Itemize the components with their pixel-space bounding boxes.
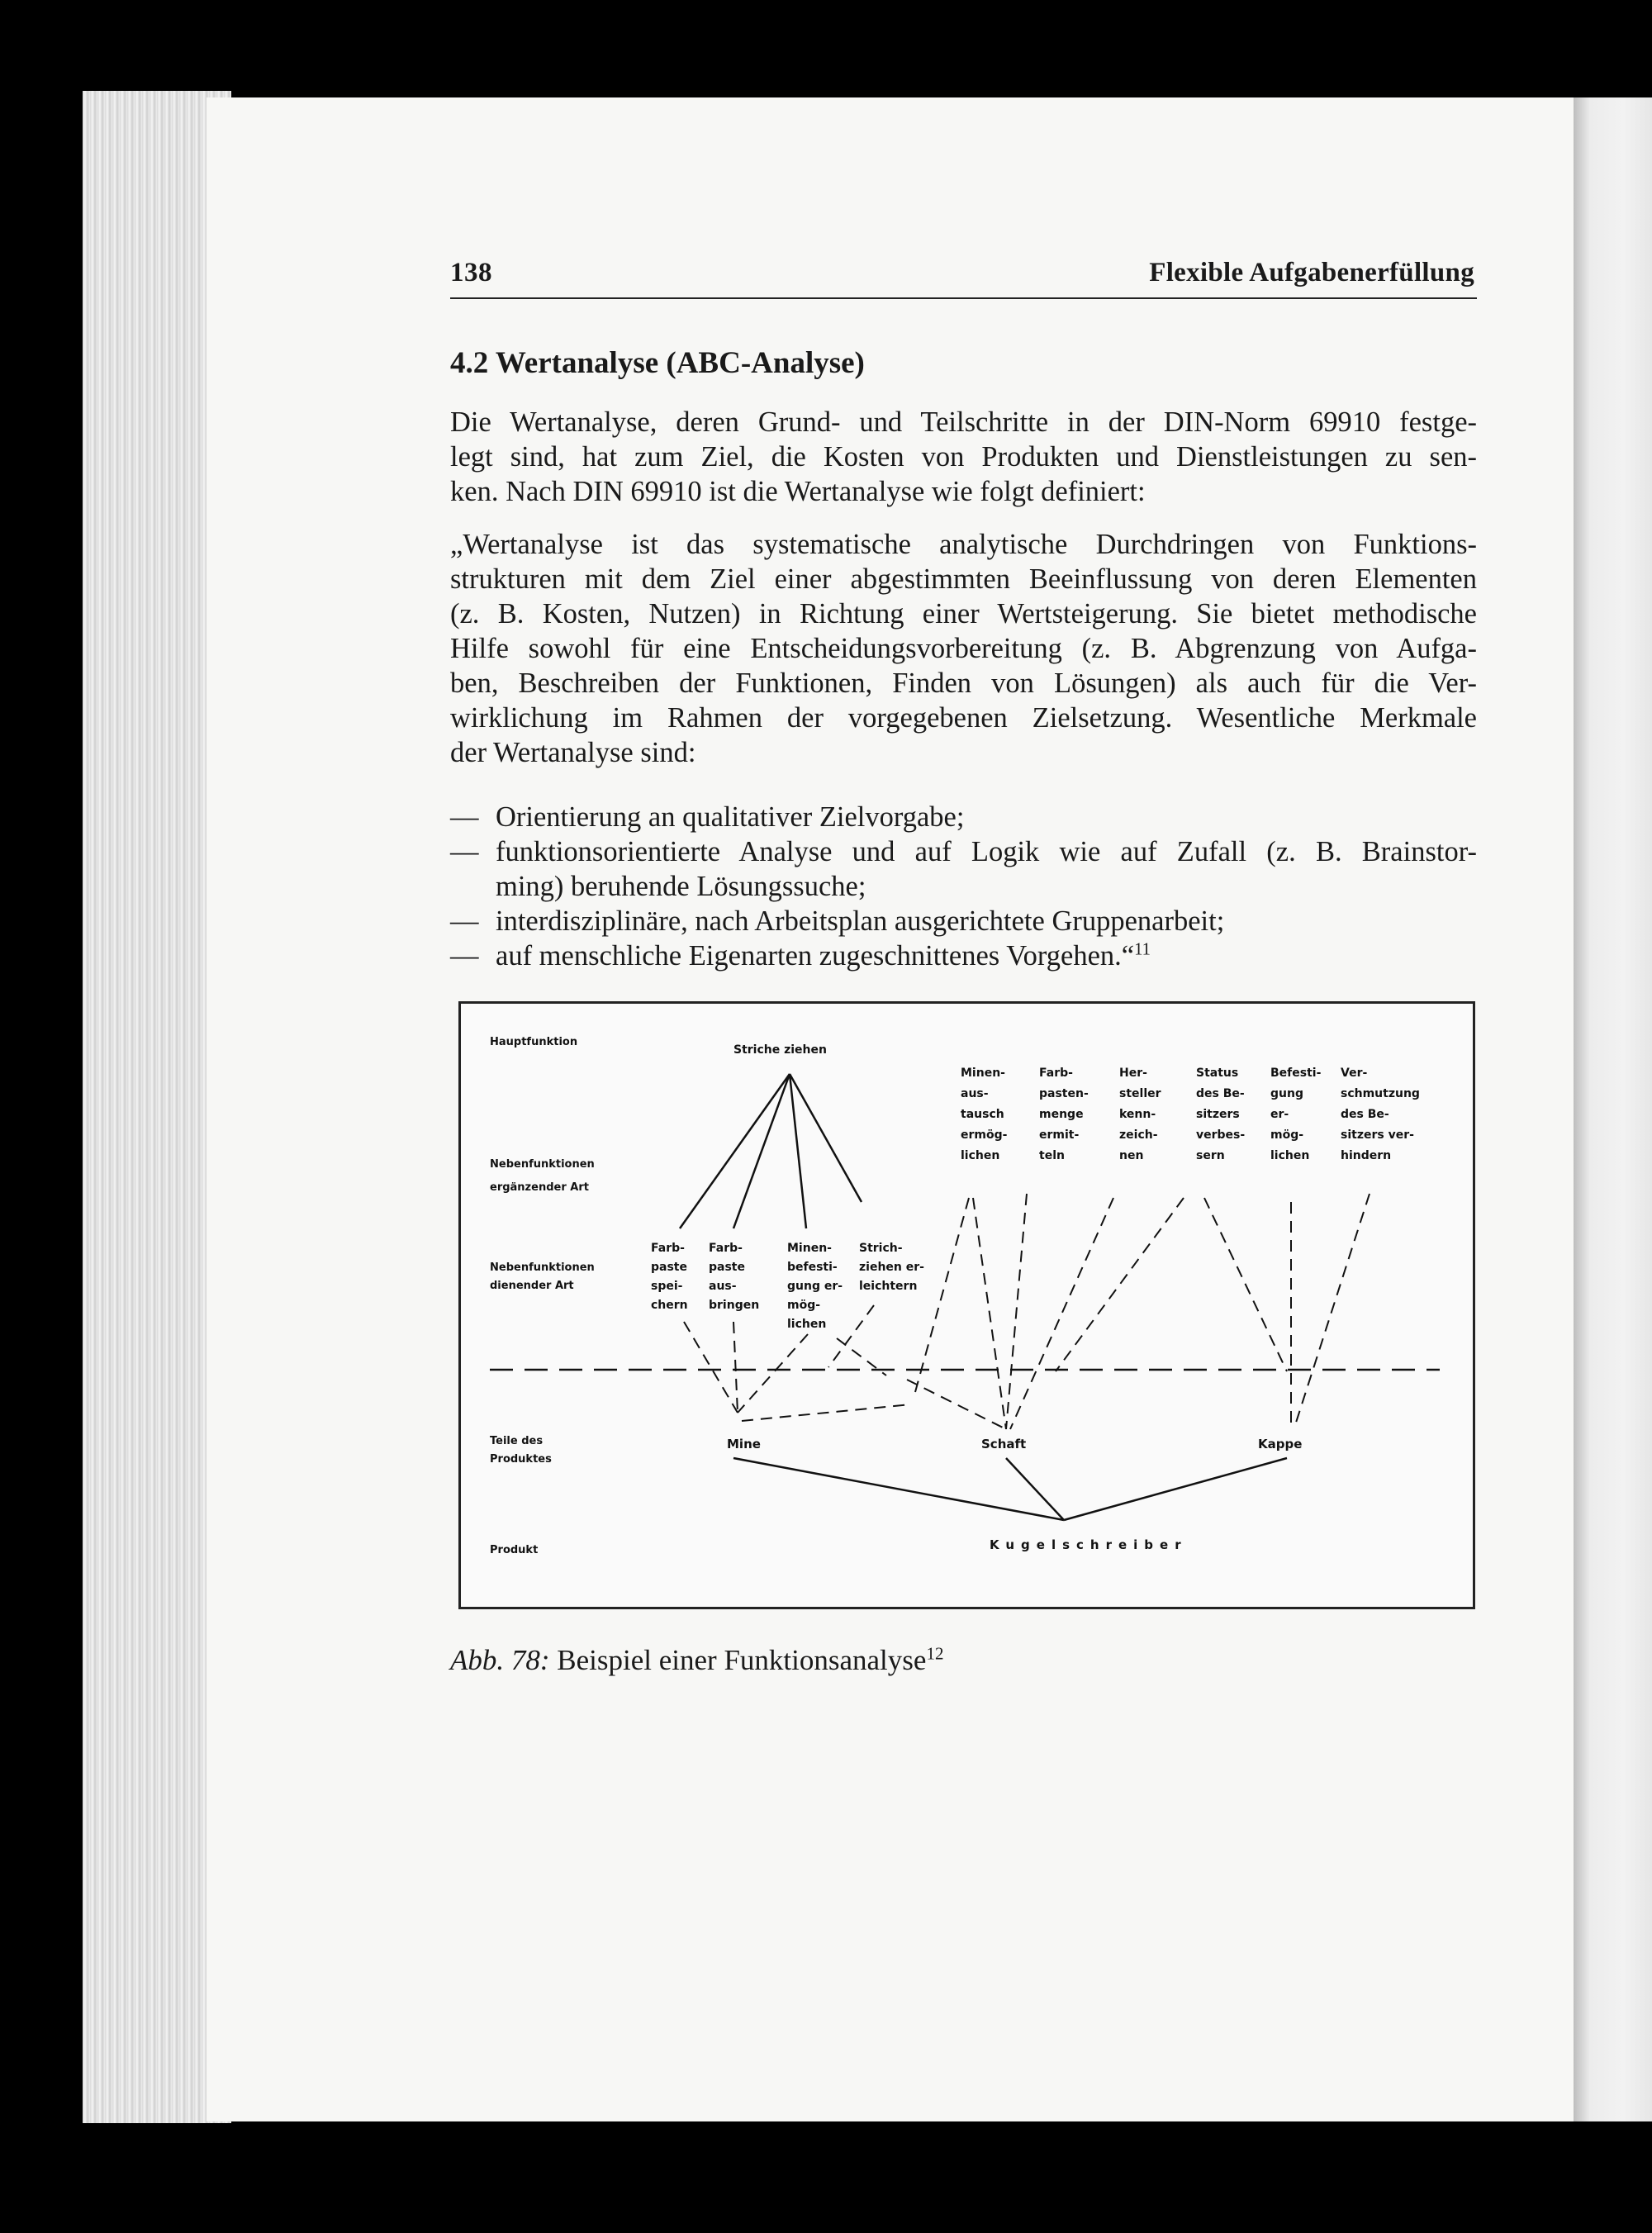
list-item-text: funktionsorientierte Analyse und auf Logik wie auf Zufall (z. B. Brainstor- — [496, 836, 1477, 867]
caption-label: Abb. 78: — [450, 1644, 550, 1676]
sf-line: bringen — [709, 1299, 760, 1312]
text-line: legt sind, hat zum Ziel, die Kosten von Produkten und Dienstleistungen zu sen- — [450, 441, 1477, 473]
complementary-functions — [961, 1067, 1420, 1162]
cf-line: mög- — [1270, 1128, 1304, 1142]
serving-function-2 — [709, 1242, 759, 1312]
dashed-link — [1204, 1198, 1287, 1371]
sf-line: Strich- — [859, 1242, 903, 1255]
sf-line: aus- — [709, 1280, 737, 1293]
dashed-link — [733, 1322, 738, 1413]
caption-footnote-ref: 12 — [926, 1643, 944, 1664]
sf-line: lichen — [787, 1318, 827, 1331]
text-line: „Wertanalyse ist das systematische analytische Durchdringen von Funktions- — [450, 529, 1477, 560]
main-function-links — [680, 1074, 862, 1228]
cf-line: teln — [1039, 1149, 1065, 1162]
cf-line: Farb- — [1039, 1067, 1073, 1080]
sf-line: Farb- — [651, 1242, 685, 1255]
cf-line: Status — [1196, 1067, 1239, 1080]
text-line: Die Wertanalyse, deren Grund- und Teilschritte in der DIN-Norm 69910 festge- — [450, 406, 1477, 438]
cf-line: Befesti- — [1270, 1067, 1322, 1080]
serving-function-1 — [651, 1242, 688, 1312]
cf-line: kenn- — [1119, 1108, 1156, 1121]
text-line: strukturen mit dem Ziel einer abgestimmten Beeinflussung von deren Elementen — [450, 563, 1477, 595]
cf-line: Ver- — [1341, 1067, 1368, 1080]
sf-line: paste — [651, 1261, 687, 1274]
serving-function-3 — [787, 1242, 843, 1331]
list-dash: — — [450, 940, 479, 972]
cf-line: tausch — [961, 1108, 1004, 1121]
dashed-link — [1056, 1198, 1184, 1371]
list-dash: — — [450, 836, 479, 867]
dashed-link — [684, 1322, 738, 1413]
cf-line: gung — [1270, 1087, 1303, 1100]
sf-line: befesti- — [787, 1261, 838, 1274]
complementary-function-5 — [1270, 1067, 1322, 1162]
cf-line: des Be- — [1196, 1087, 1245, 1100]
caption-text: Beispiel einer Funktionsanalyse — [557, 1644, 927, 1676]
cf-line: sitzers — [1196, 1108, 1240, 1121]
list-item — [450, 834, 1477, 904]
sf-line: Farb- — [709, 1242, 743, 1255]
cf-line: steller — [1119, 1087, 1161, 1100]
right-page-stack — [1574, 97, 1652, 2121]
dashed-link — [973, 1198, 1006, 1429]
row-label-neben-ergaenzend-2: ergänzender Art — [490, 1181, 589, 1194]
cf-line: ermög- — [961, 1128, 1008, 1142]
text-line: ben, Beschreiben der Funktionen, Finden von Lösungen) als auch für die Ver- — [450, 668, 1477, 699]
serving-function-4 — [859, 1242, 924, 1293]
sf-line: Minen- — [787, 1242, 832, 1255]
cf-line: verbes- — [1196, 1128, 1246, 1142]
list-item-text: Orientierung an qualitativer Zielvorgabe; — [496, 801, 965, 833]
text-line: Hilfe sowohl für eine Entscheidungsvorbereitung (z. B. Abgrenzung von Aufga- — [450, 633, 1477, 664]
text-line: wirklichung im Rahmen der vorgegebenen Zielsetzung. Wesentliche Merkmale — [450, 702, 1477, 734]
complementary-function-6 — [1341, 1067, 1420, 1162]
list-dash: — — [450, 801, 479, 833]
text-line: (z. B. Kosten, Nutzen) in Richtung einer Wertsteigerung. Sie bietet methodische — [450, 598, 1477, 630]
cf-line: des Be- — [1341, 1108, 1389, 1121]
cf-line: sitzers ver- — [1341, 1128, 1414, 1142]
sf-line: spei- — [651, 1280, 683, 1293]
feature-list — [450, 800, 1477, 973]
part-label-mine: Mine — [727, 1437, 761, 1451]
cf-line: schmutzung — [1341, 1087, 1420, 1100]
sf-line: paste — [709, 1261, 745, 1274]
cf-line: nen — [1119, 1149, 1144, 1162]
list-item-text: interdisziplinäre, nach Arbeitsplan ausgerichtete Gruppenarbeit; — [496, 905, 1225, 937]
product-links — [733, 1458, 1287, 1520]
product-label: Kugelschreiber — [990, 1537, 1188, 1552]
part-label-kappe: Kappe — [1258, 1437, 1303, 1451]
header-rule — [450, 297, 1477, 299]
dashed-link — [1295, 1194, 1370, 1425]
cf-line: er- — [1270, 1108, 1289, 1121]
paragraph-intro — [450, 405, 1477, 509]
list-item-text: ming) beruhende Lösungssuche; — [496, 871, 866, 902]
sf-line: leichtern — [859, 1280, 918, 1293]
list-item — [450, 938, 1477, 973]
dashed-link — [738, 1334, 808, 1413]
sf-line: gung er- — [787, 1280, 843, 1293]
dashed-link — [742, 1404, 911, 1421]
cf-line: Her- — [1119, 1067, 1147, 1080]
list-item — [450, 800, 1477, 834]
list-item-text — [496, 938, 1477, 973]
page-number: 138 — [450, 258, 492, 287]
figure-caption — [450, 1644, 943, 1677]
link-line — [733, 1074, 790, 1228]
dashed-link — [1006, 1194, 1027, 1429]
function-analysis-figure — [458, 1001, 1475, 1609]
row-label-teile-2: Produktes — [490, 1453, 552, 1466]
sf-line: ziehen er- — [859, 1261, 924, 1274]
complementary-function-4 — [1196, 1067, 1245, 1162]
row-label-produkt: Produkt — [490, 1544, 539, 1556]
link-line — [1064, 1458, 1287, 1520]
section-heading: 4.2 Wertanalyse (ABC-Analyse) — [450, 346, 865, 380]
dashed-link — [915, 1198, 969, 1392]
cf-line: pasten- — [1039, 1087, 1089, 1100]
cf-line: ermit- — [1039, 1128, 1080, 1142]
dashed-link — [828, 1305, 874, 1367]
function-analysis-diagram — [461, 1004, 1473, 1607]
row-label-neben-dienend-1: Nebenfunktionen — [490, 1261, 595, 1274]
list-item — [450, 904, 1477, 938]
main-function-label: Striche ziehen — [733, 1043, 827, 1057]
footnote-ref: 11 — [1134, 940, 1151, 959]
cf-line: sern — [1196, 1149, 1225, 1162]
serving-functions — [651, 1242, 924, 1331]
running-head: Flexible Aufgabenerfüllung — [1149, 258, 1474, 287]
complementary-function-2 — [1039, 1067, 1089, 1162]
part-label-schaft: Schaft — [981, 1437, 1027, 1451]
cf-line: hindern — [1341, 1149, 1392, 1162]
sf-line: mög- — [787, 1299, 821, 1312]
link-line — [680, 1074, 790, 1228]
complementary-function-3 — [1119, 1067, 1161, 1162]
list-item-text-body: auf menschliche Eigenarten zugeschnittenes Vorgehen.“ — [496, 940, 1135, 972]
cf-line: menge — [1039, 1108, 1084, 1121]
row-label-teile-1: Teile des — [490, 1435, 544, 1447]
cf-line: lichen — [1270, 1149, 1310, 1162]
row-label-hauptfunktion: Hauptfunktion — [490, 1036, 578, 1048]
cf-line: lichen — [961, 1149, 1000, 1162]
row-label-neben-dienend-2: dienender Art — [490, 1280, 574, 1292]
cf-line: aus- — [961, 1087, 989, 1100]
paragraph-definition-quote — [450, 527, 1477, 770]
cf-line: Minen- — [961, 1067, 1005, 1080]
cf-line: zeich- — [1119, 1128, 1158, 1142]
complementary-function-1 — [961, 1067, 1008, 1162]
row-label-neben-ergaenzend-1: Nebenfunktionen — [490, 1158, 595, 1171]
list-dash: — — [450, 905, 479, 937]
sf-line: chern — [651, 1299, 688, 1312]
text-line: ken. Nach DIN 69910 ist die Wertanalyse wie folgt definiert: — [450, 476, 1146, 507]
text-line: der Wertanalyse sind: — [450, 737, 696, 768]
dashed-link — [907, 1380, 1006, 1429]
